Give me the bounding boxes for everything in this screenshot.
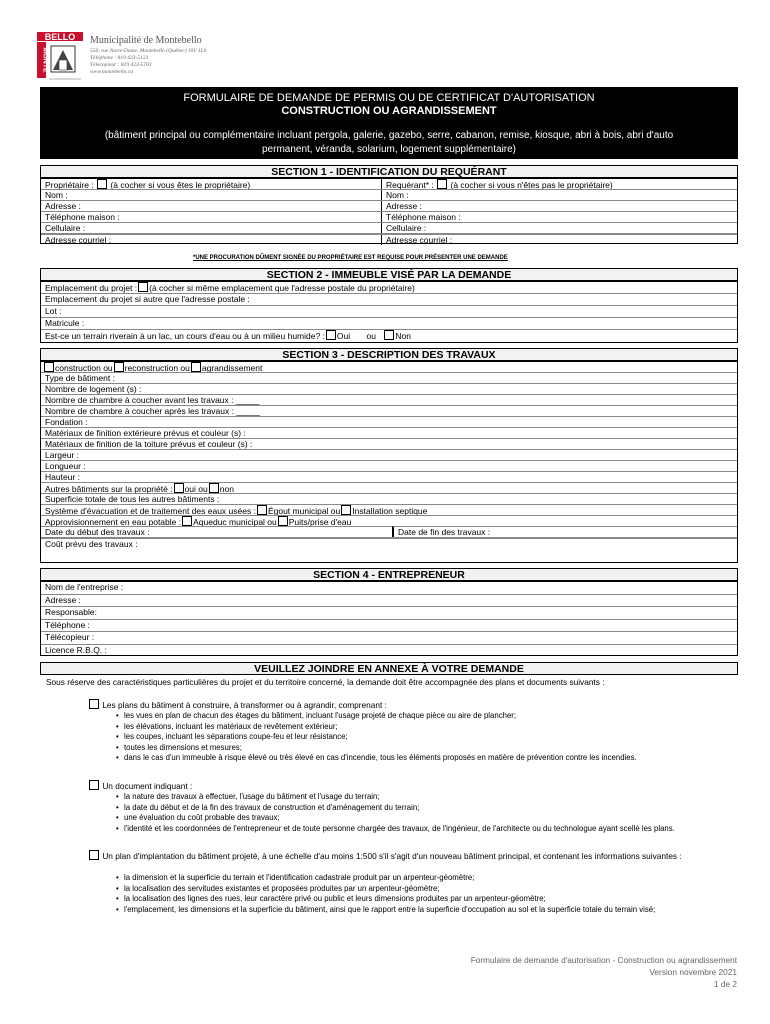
list-item: • dans le cas d'un immeuble à risque élevé ou très élevé en cas d'incendie, tous les éléments proposés en matière de prévention contre les incendies. bbox=[116, 753, 728, 764]
municipality-logo bbox=[37, 32, 83, 82]
annex-site-plan: Un plan d'implantation du bâtiment projeté, à une échelle d'au moins 1:500 s'il s'agit d'un nouveau bâtiment principal, et contenant les informations suivantes : bbox=[88, 850, 728, 862]
cost-field[interactable]: Coût prévu des travaux : bbox=[45, 539, 138, 549]
requester-address-field[interactable]: Adresse : bbox=[381, 201, 737, 211]
width-field[interactable]: Largeur : bbox=[45, 450, 80, 460]
list-item: • toutes les dimensions et mesures; bbox=[116, 743, 728, 754]
address-line: 550, rue Notre-Dame, Montebello (Québec) J0V 1L0 bbox=[90, 48, 207, 54]
table-row bbox=[41, 212, 737, 223]
appro-divider bbox=[392, 526, 393, 537]
phone-line: Téléphone : 819 423-5123 bbox=[90, 55, 149, 61]
proxy-note: *UNE PROCURATION DÛMENT SIGNÉE DU PROPRIÉTAIRE EST REQUISE POUR PRÉSENTER UNE DEMANDE bbox=[193, 255, 508, 261]
annex-intro: Sous réserve des caractéristiques particulières du projet et du territoire concerné, la demande doit être accompagnée des plans et documents suivants : bbox=[46, 677, 605, 687]
list-item: • la nature des travaux à effectuer, l'usage du bâtiment et l'usage du terrain; bbox=[116, 792, 728, 803]
company-address-field[interactable]: Adresse : bbox=[45, 594, 81, 605]
list-item: • l'emplacement, les dimensions et la superficie du bâtiment, ainsi que le rapport entre la superficie d'occupation au sol et la superficie totale du terrain visé; bbox=[116, 905, 728, 916]
section2-heading: SECTION 2 - IMMEUBLE VISÉ PAR LA DEMANDE bbox=[40, 268, 738, 281]
owner-address-field[interactable]: Adresse : bbox=[45, 201, 81, 211]
section1-heading: SECTION 1 - IDENTIFICATION DU REQUÉRANT bbox=[40, 165, 738, 178]
table-row bbox=[41, 201, 737, 212]
table-row bbox=[41, 223, 737, 234]
section3-heading: SECTION 3 - DESCRIPTION DES TRAVAUX bbox=[40, 348, 738, 361]
form-subtitle: CONSTRUCTION OU AGRANDISSEMENT bbox=[281, 105, 497, 117]
matricule-field[interactable]: Matricule : bbox=[45, 318, 85, 328]
table-row bbox=[41, 294, 737, 306]
table-row bbox=[41, 306, 737, 318]
well-checkbox[interactable] bbox=[278, 516, 288, 526]
start-date-field[interactable]: Date du début des travaux : bbox=[45, 527, 150, 537]
same-address-checkbox[interactable] bbox=[138, 282, 148, 292]
other-buildings-area-field[interactable]: Superficie totale de tous les autres bâtiments : bbox=[45, 494, 220, 504]
owner-name-field[interactable]: Nom : bbox=[45, 190, 68, 200]
table-row bbox=[41, 234, 737, 245]
table-row: Autres bâtiments sur la propriété : oui ou non bbox=[41, 483, 737, 494]
requester-email-field[interactable]: Adresse courriel : bbox=[381, 235, 737, 245]
table-row: construction ou reconstruction ou agrandissement bbox=[41, 362, 737, 373]
municipal-aqueduct-checkbox[interactable] bbox=[182, 516, 192, 526]
fax-line: Télécopieur : 819 423-5703 bbox=[90, 62, 152, 68]
company-phone-field[interactable]: Téléphone : bbox=[45, 619, 90, 630]
roof-finish-field[interactable]: Matériaux de finition de la toiture prévus et couleur (s) : bbox=[45, 439, 253, 449]
requester-checkbox[interactable] bbox=[437, 179, 447, 189]
riverside-yes-checkbox[interactable] bbox=[326, 330, 336, 340]
list-item: • les élévations, incluant les matériaux de revêtement extérieur; bbox=[116, 722, 728, 733]
company-name-field[interactable]: Nom de l'entreprise : bbox=[45, 582, 124, 592]
length-field[interactable]: Longueur : bbox=[45, 461, 86, 471]
bedrooms-before-field[interactable]: Nombre de chambre à coucher avant les travaux : _____ bbox=[45, 395, 260, 405]
plans-list bbox=[116, 711, 728, 764]
footer-version: Version novembre 2021 bbox=[649, 967, 737, 977]
end-date-field[interactable]: Date de fin des travaux : bbox=[393, 527, 737, 537]
table-row: Propriétaire : (à cocher si vous êtes le propriétaire) Requérant* : (à cocher si vous n'êtes pas le propriétaire) bbox=[41, 179, 737, 190]
annex-document: Un document indiquant : bbox=[88, 780, 192, 792]
municipal-sewer-checkbox[interactable] bbox=[257, 505, 267, 515]
document-list bbox=[116, 792, 728, 834]
list-item: • la localisation des servitudes existantes et proposées produites par un arpenteur-géomètre; bbox=[116, 884, 728, 895]
riverside-no-checkbox[interactable] bbox=[384, 330, 394, 340]
annex-heading: VEUILLEZ JOINDRE EN ANNEXE À VOTRE DEMANDE bbox=[40, 662, 738, 675]
table-row: Approvisionnement en eau potable : Aqueduc municipal ou Puits/prise d'eau bbox=[41, 516, 737, 527]
list-item: • les vues en plan de chacun des étages du bâtiment, incluant l'usage projeté de chaque pièce ou aire de plancher; bbox=[116, 711, 728, 722]
plans-checkbox[interactable] bbox=[89, 699, 99, 709]
owner-phone-field[interactable]: Téléphone maison : bbox=[45, 212, 120, 222]
page-number: 1 de 2 bbox=[713, 979, 737, 989]
height-field[interactable]: Hauteur : bbox=[45, 472, 80, 482]
list-item: • une évaluation du coût probable des travaux; bbox=[116, 813, 728, 824]
table-row bbox=[41, 527, 737, 538]
form-title: FORMULAIRE DE DEMANDE DE PERMIS OU DE CERTIFICAT D'AUTORISATION bbox=[183, 92, 595, 104]
site-plan-list bbox=[116, 873, 728, 915]
responsible-field[interactable]: Responsable: bbox=[45, 607, 97, 617]
list-item: • la date du début et de la fin des travaux de construction et d'aménagement du terrain; bbox=[116, 803, 728, 814]
lot-field[interactable]: Lot : bbox=[45, 306, 62, 316]
other-buildings-no-checkbox[interactable] bbox=[209, 483, 219, 493]
list-item: • les coupes, incluant les séparations coupe-feu et leur résistance; bbox=[116, 732, 728, 743]
other-buildings-yes-checkbox[interactable] bbox=[174, 483, 184, 493]
document-checkbox[interactable] bbox=[89, 780, 99, 790]
septic-checkbox[interactable] bbox=[341, 505, 351, 515]
form-scope-line2: permanent, véranda, solarium, logement supplémentaire) bbox=[261, 144, 517, 155]
footer-form-name: Formulaire de demande d'autorisation - Construction ou agrandissement bbox=[470, 955, 737, 965]
form-title-box bbox=[40, 87, 738, 159]
units-count-field[interactable]: Nombre de logement (s) : bbox=[45, 384, 142, 394]
list-item: • l'identité et les coordonnées de l'entrepreneur et de toute personne chargée des travaux, de l'ingénieur, de l'architecte ou du technologue ayant scellé les plans. bbox=[116, 824, 728, 835]
table-row bbox=[41, 318, 737, 330]
agrandissement-checkbox[interactable] bbox=[191, 362, 201, 372]
section3-table bbox=[40, 361, 738, 563]
exterior-finish-field[interactable]: Matériaux de finition extérieure prévus et couleur (s) : bbox=[45, 428, 246, 438]
form-scope bbox=[40, 129, 738, 157]
owner-cell-field[interactable]: Cellulaire : bbox=[45, 223, 86, 233]
table-row bbox=[41, 190, 737, 201]
foundation-field[interactable]: Fondation : bbox=[45, 417, 88, 427]
municipality-name: Municipalité de Montebello bbox=[90, 35, 202, 46]
owner-checkbox[interactable] bbox=[97, 179, 107, 189]
list-item: • la dimension et la superficie du terrain et l'identification cadastrale produit par un arpenteur-géomètre; bbox=[116, 873, 728, 884]
section4-table bbox=[40, 581, 738, 656]
svg-text:MONTE: MONTE bbox=[41, 47, 49, 73]
annex-plans: Les plans du bâtiment à construire, à transformer ou à agrandir, comprenant : bbox=[88, 699, 387, 711]
requester-cell-field[interactable]: Cellulaire : bbox=[381, 223, 737, 233]
bedrooms-after-field[interactable]: Nombre de chambre à coucher après les travaux : _____ bbox=[45, 406, 260, 416]
construction-checkbox[interactable] bbox=[44, 362, 54, 372]
form-scope-line1: (bâtiment principal ou complémentaire incluant pergola, galerie, gazebo, serre, cabanon, remise, kiosque, abri à bois, abri d'auto bbox=[104, 130, 674, 141]
table-row: Emplacement du projet : (à cocher si même emplacement que l'adresse postale du propriétaire) bbox=[41, 282, 737, 294]
requester-phone-field[interactable]: Téléphone maison : bbox=[381, 212, 737, 222]
website-line: www.montebello.ca bbox=[90, 69, 133, 75]
list-item: • la localisation des lignes des rues, leur caractère privé ou public et leurs dimensions produites par un arpenteur-géomètre; bbox=[116, 894, 728, 905]
owner-email-field[interactable]: Adresse courriel : bbox=[45, 235, 112, 245]
table-row: Est-ce un terrain riverain à un lac, un cours d'eau ou à un milieu humide? : Oui ou Non bbox=[45, 331, 411, 341]
section2-table bbox=[40, 281, 738, 343]
company-fax-field[interactable]: Télécopieur : bbox=[45, 632, 95, 642]
project-location-field[interactable]: Emplacement du projet si autre que l'adresse postale : bbox=[45, 294, 250, 304]
reconstruction-checkbox[interactable] bbox=[114, 362, 124, 372]
table-row: Système d'évacuation et de traitement des eaux usées : Égout municipal ou Installation septique bbox=[41, 505, 737, 516]
site-plan-checkbox[interactable] bbox=[89, 850, 99, 860]
rbq-license-field[interactable]: Licence R.B.Q. : bbox=[45, 644, 107, 655]
section1-table bbox=[40, 178, 738, 244]
section4-heading: SECTION 4 - ENTREPRENEUR bbox=[40, 568, 738, 581]
building-type-field[interactable]: Type de bâtiment : bbox=[45, 373, 115, 383]
requester-name-field[interactable]: Nom : bbox=[381, 190, 737, 200]
svg-text:BELLO: BELLO bbox=[44, 32, 76, 42]
